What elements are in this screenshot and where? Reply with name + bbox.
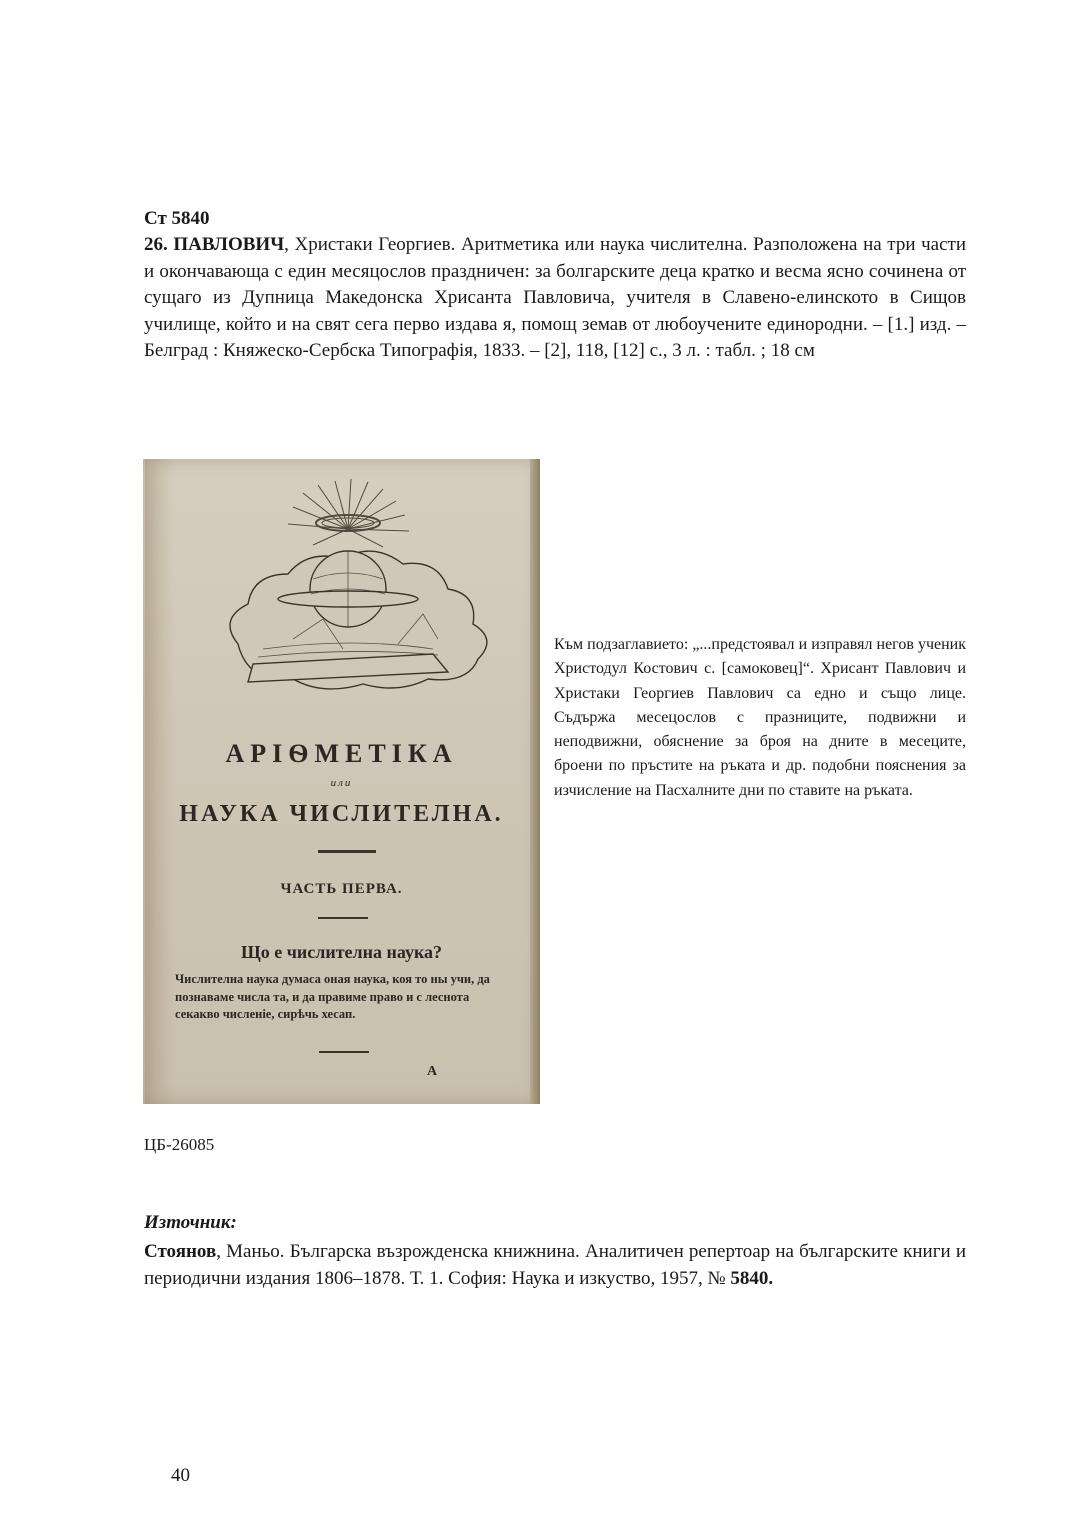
bibliographic-entry	[144, 232, 966, 365]
inventory-number: ЦБ-26085	[144, 1135, 215, 1154]
book-title-line-1: АРІѲМЕТІКА	[225, 739, 458, 768]
book-question-heading: Що е числителна наука?	[240, 942, 443, 962]
page-number: 40	[171, 1465, 190, 1486]
annotation-note: Към подзаглавието: „...предстоявал и изправял негов ученик Христодул Костович с. [самоковец]“. Хрисант Павлович и Христаки Георгиев Павлович са едно и също лице. Съдържа месецослов с празниците, подвижни и неподвижни, обяснение за броя на дните в месеците, броени по пръстите на ръката и др. подобни пояснения за изчисление на Пасхалните дни по ставите на ръката.	[554, 636, 966, 799]
source-heading: Източник:	[144, 1212, 237, 1233]
book-title-page-photo	[143, 459, 540, 1104]
source-citation	[144, 1239, 966, 1292]
ornamental-rule	[318, 850, 376, 853]
book-body-text: Числителна наука думаса оная наука, коя то ны учи, да познаваме числа та, и да правиме право и с леснота секакво численіе, сирѣчь хесап.	[175, 972, 490, 1021]
entry-number-author: 26. ПАВЛОВИЧ	[144, 234, 285, 255]
book-title-or: или	[330, 777, 353, 789]
divider-rule	[318, 917, 368, 919]
engraving-vignette-icon	[143, 479, 540, 719]
source-number: 5840.	[730, 1267, 774, 1289]
book-title-line-2: НАУКА ЧИСЛИТЕЛНА.	[179, 801, 504, 827]
record-code: Ст 5840	[144, 208, 210, 229]
source-author: Стоянов	[144, 1241, 217, 1262]
source-text: , Маньо. Българска възрожденска книжнина. Аналитичен репертоар на българските книги и периодични издания 1806–1878. Т. 1. София: Наука и изкуство, 1957, №	[144, 1241, 966, 1289]
book-part-heading: ЧАСТЬ ПЕРВА.	[280, 881, 403, 897]
book-signature-letter: А	[427, 1064, 438, 1079]
divider-rule-lower	[319, 1051, 369, 1053]
entry-description: , Христаки Георгиев. Аритметика или наука числителна. Разположена на три части и окончавающа с един месяцослов праздничен: за болгарските деца кратко и весма ясно сочинена от сущаго из Дупница Македонска Хрисанта Павловича, учителя в Славено-елинското в Сищов училище, който и на свят сега перво издава я, помощ земав от любоучените единородни. – [1.] изд. – Белград : Княжеско-Сербска Типографія, 1833. – [2], 118, [12] с., 3 л. : табл. ; 18 см	[144, 234, 966, 361]
